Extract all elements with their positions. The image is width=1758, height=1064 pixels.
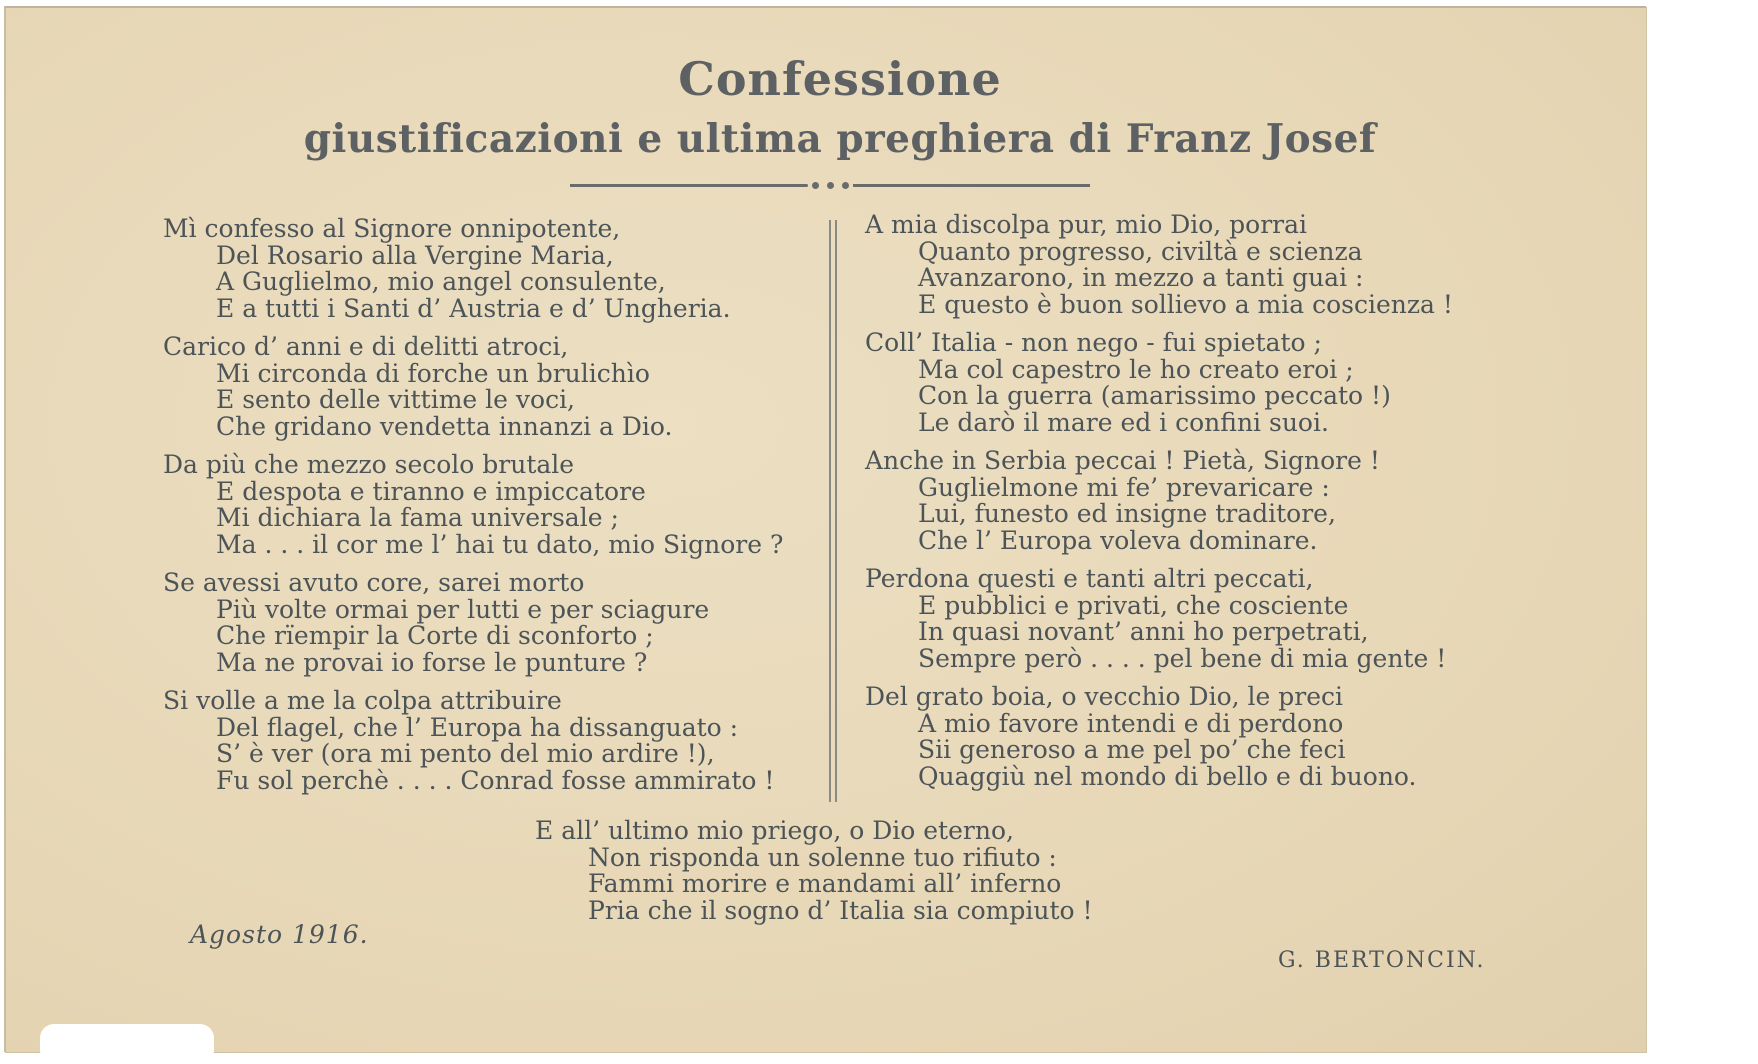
ornament-dot bbox=[842, 182, 849, 189]
stanza bbox=[163, 688, 783, 794]
poem-line: A Guglielmo, mio angel consulente, bbox=[216, 267, 666, 296]
poem-line: Sempre però . . . . pel bene di mia gente ! bbox=[918, 643, 1447, 673]
poem-line: A mio favore intendi e di perdono bbox=[918, 708, 1344, 738]
poem-line: Del grato boia, o vecchio Dio, le preci bbox=[865, 682, 1344, 711]
poem-line: Fammi morire e mandami all’ inferno bbox=[588, 869, 1062, 898]
poem-line: Del Rosario alla Vergine Maria, bbox=[216, 240, 614, 270]
poem-line: Mì confesso al Signore onnipotente, bbox=[163, 214, 621, 243]
poem-line: E pubblici e privati, che cosciente bbox=[918, 590, 1349, 620]
poem-date: Agosto 1916. bbox=[190, 920, 369, 949]
poem-line: Sii generoso a me pel po’ che feci bbox=[918, 735, 1346, 764]
poem-line: E despota e tiranno e impiccatore bbox=[216, 476, 646, 506]
poem-line: Pria che il sogno d’ Italia sia compiuto ! bbox=[588, 895, 1093, 925]
poem-left-column bbox=[163, 216, 783, 806]
poem-line: In quasi novant’ anni ho perpetrati, bbox=[918, 617, 1369, 646]
ornament-bar-left bbox=[570, 184, 808, 187]
poem-line: Anche in Serbia peccai ! Pietà, Signore ! bbox=[865, 446, 1380, 475]
poem-line: A mia discolpa pur, mio Dio, porrai bbox=[865, 210, 1308, 239]
poem-line: Perdona questi e tanti altri peccati, bbox=[865, 564, 1314, 593]
column-divider bbox=[829, 220, 831, 802]
poem-line: Quanto progresso, civiltà e scienza bbox=[918, 236, 1363, 266]
poem-line: Del flagel, che l’ Europa ha dissanguato : bbox=[216, 712, 739, 742]
ornament-dot bbox=[812, 182, 819, 189]
stanza bbox=[163, 216, 783, 322]
poem-line: Che rïempir la Corte di sconforto ; bbox=[216, 621, 654, 650]
poem-line: Mi circonda di forche un brulichìo bbox=[216, 358, 650, 388]
stanza bbox=[163, 334, 783, 440]
poem-line: Guglielmone mi fe’ prevaricare : bbox=[918, 472, 1330, 502]
poem-line: Si volle a me la colpa attribuire bbox=[163, 686, 562, 715]
stanza bbox=[865, 212, 1453, 318]
page-title: Confessione bbox=[678, 52, 1002, 106]
label-sticker bbox=[40, 1024, 214, 1064]
poem-line: Da più che mezzo secolo brutale bbox=[163, 450, 575, 479]
ornament-bar-right bbox=[853, 184, 1091, 187]
poem-line: Avanzarono, in mezzo a tanti guai : bbox=[918, 263, 1364, 292]
stanza bbox=[865, 448, 1453, 554]
poem-line: Coll’ Italia - non nego - fui spietato ; bbox=[865, 328, 1322, 357]
poem-line: Mi dichiara la fama universale ; bbox=[216, 503, 619, 532]
poem-line: E a tutti i Santi d’ Austria e d’ Ungheria. bbox=[216, 293, 731, 323]
poem-right-column bbox=[865, 212, 1453, 802]
poem-final-stanza bbox=[535, 818, 1093, 936]
poem-line: E questo è buon sollievo a mia coscienza ! bbox=[918, 289, 1453, 319]
stanza bbox=[163, 452, 783, 558]
poem-line: Che l’ Europa voleva dominare. bbox=[918, 525, 1318, 555]
stanza bbox=[535, 818, 1093, 924]
poem-line: Carico d’ anni e di delitti atroci, bbox=[163, 332, 569, 361]
poem-line: Più volte ormai per lutti e per sciagure bbox=[216, 594, 710, 624]
poem-line: Fu sol perchè . . . . Conrad fosse ammirato ! bbox=[216, 765, 775, 795]
poem-line: S’ è ver (ora mi pento del mio ardire !), bbox=[216, 739, 715, 768]
title-ornament bbox=[570, 181, 1090, 189]
poem-line: Ma . . . il cor me l’ hai tu dato, mio Signore ? bbox=[216, 529, 784, 559]
stanza bbox=[865, 330, 1453, 436]
poem-line: Non risponda un solenne tuo rifiuto : bbox=[588, 842, 1057, 872]
poem-line: Quaggiù nel mondo di bello e di buono. bbox=[918, 761, 1417, 791]
poem-line: E sento delle vittime le voci, bbox=[216, 385, 576, 414]
poem-line: Lui, funesto ed insigne traditore, bbox=[918, 499, 1336, 528]
page-subtitle: giustificazioni e ultima preghiera di Franz Josef bbox=[303, 116, 1377, 162]
stanza bbox=[163, 570, 783, 676]
poem-line: Che gridano vendetta innanzi a Dio. bbox=[216, 411, 673, 441]
stanza bbox=[865, 566, 1453, 672]
poem-line: Ma col capestro le ho creato eroi ; bbox=[918, 354, 1354, 384]
ornament-dot bbox=[827, 182, 834, 189]
column-divider bbox=[835, 220, 837, 802]
poem-line: Con la guerra (amarissimo peccato !) bbox=[918, 381, 1391, 410]
poem-line: Se avessi avuto core, sarei morto bbox=[163, 568, 585, 597]
stanza bbox=[865, 684, 1453, 790]
poem-line: E all’ ultimo mio priego, o Dio eterno, bbox=[535, 816, 1014, 845]
poem-line: Ma ne provai io forse le punture ? bbox=[216, 647, 648, 677]
author-signature: G. BERTONCIN. bbox=[1278, 948, 1486, 973]
poem-line: Le darò il mare ed i confini suoi. bbox=[918, 407, 1329, 437]
